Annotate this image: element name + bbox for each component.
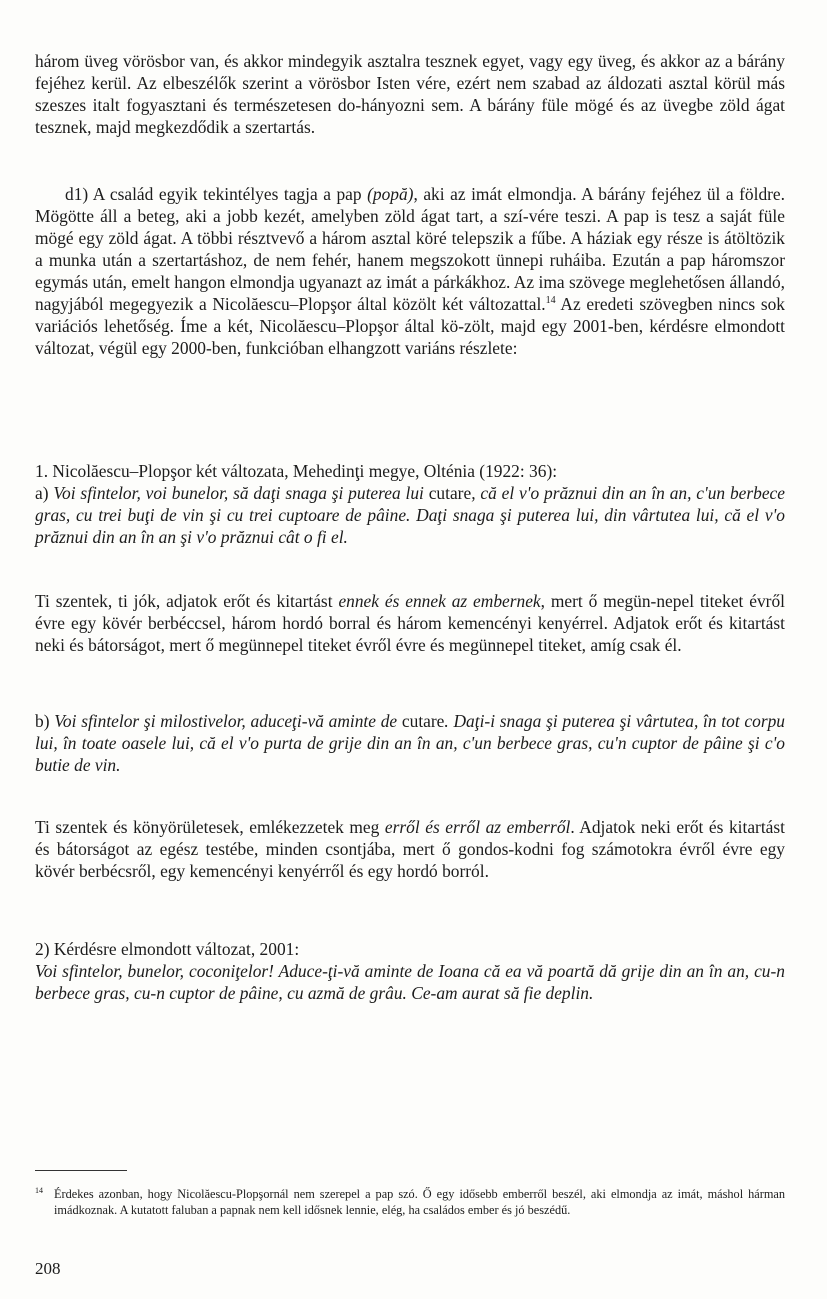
paragraph-d1-text-d: Az eredeti szövegben nincs sok variációs lehetőség. Íme a két, Nicolăescu–Plopşor által kö-: [35, 294, 785, 336]
section-2: [35, 938, 785, 1004]
variant-a-placeholder: cutare: [423, 483, 472, 503]
translation-a-text-a: Ti szentek, ti jók, adjatok erőt és kitartást: [35, 591, 339, 611]
section-1-heading: 1. Nicolăescu–Plopşor két változata, Mehedinţi megye, Olténia (1922: 36):: [35, 461, 558, 481]
section-1: [35, 460, 785, 548]
paragraph-1-text-b: hányozni sem. A bárány füle mögé és az üvegbe zöld ágat tesznek, majd megkezdődik a szertartás.: [35, 95, 785, 137]
footnote-reference[interactable]: 14: [545, 295, 556, 306]
variant-a-label: a): [35, 483, 54, 503]
translation-b-italic: erről és erről az emberről: [384, 817, 571, 837]
section-2-text: Voi sfintelor, bunelor, coconiţelor! Aduce-ţi-vă aminte de Ioana că ea vă poartă dă grije din an în an, cu-n berbece gras, cu-n cuptor de pâine, cu azmă de grâu. Ce-am aurat să fie deplin.: [35, 961, 785, 1003]
variant-b-romanian: [35, 710, 785, 776]
translation-a-text-c: nepel titeket évről évre egy kövér berbéccsel, három hordó borral és három kemencényi kenyérrel. Adjatok erőt és kitartást neki és bátorságot, mert ő megünnepel titeket évről évre és megünnepel titeket, amíg csak él.: [35, 591, 785, 655]
page-number: 208: [35, 1259, 61, 1278]
translation-a: [35, 590, 785, 656]
translation-a-text-b: , mert ő megün-: [540, 591, 657, 611]
paragraph-d1-text-b: , aki az imát elmondja. A bárány fejéhez ül a földre. Mögötte áll a beteg, aki a jobb kezét, amelyben zöld ágat tart, a szí-: [35, 184, 785, 226]
paragraph-1-text-a: három üveg vörösbor van, és akkor mindegyik asztalra tesznek egyet, vagy egy üveg, és akkor az a bárány fejéhez kerül. Az elbeszélők szerint a vörösbor Isten vére, ezért nem szabad az áldozati asztal körül más szeszes italt fogyasztani és természetesen do-: [35, 51, 785, 115]
paragraph-d1-text-a: d1) A család egyik tekintélyes tagja a pap: [65, 184, 368, 204]
translation-b: [35, 816, 785, 882]
paragraph-d1-text-c: vére teszi. A pap is tesz a saját füle mögé egy zöld ágat. A többi résztvevő a három asztal köré telepszik a fűbe. A háziak egy része is átöltözik a munka után a szertartáshoz, de nem fehér, hanem megszokott ünnepi ruháiba. Ezután a pap háromszor egymás után, emelt hangon elmondja ugyanazt az imát a párkákhoz. Az ima szövege meglehetősen állandó, nagyjából megegyezik a Nicolăescu–Plopşor által közölt két változattal.: [35, 206, 785, 314]
variant-a-text-2: , că el v'o prăznui din an în an, c'un berbece gras, cu trei buţi de vin şi cu trei cuptoare de pâine. Daţi snaga şi puterea lui, din vârtutea lui, că el v'o prăznui din an în an şi v'o prăznui cât o fi el.: [35, 483, 785, 547]
footnote-mark: 14: [35, 1186, 43, 1195]
variant-b-placeholder: cutare: [397, 711, 445, 731]
section-2-heading: 2) Kérdésre elmondott változat, 2001:: [35, 939, 300, 959]
footnote-divider: [35, 1170, 127, 1171]
paragraph-1: [35, 50, 785, 138]
paragraph-d1-text-e: zölt, majd egy 2001-ben, kérdésre elmondott változat, végül egy 2000-ben, funkcióban elhangzott variáns részlete:: [35, 316, 785, 358]
paragraph-d1: [35, 183, 785, 359]
translation-a-italic: ennek és ennek az embernek: [338, 591, 541, 611]
popa-term: (popă): [367, 184, 414, 204]
variant-b-label: b): [35, 711, 55, 731]
variant-a-romanian: [35, 482, 785, 548]
variant-b-text-1: Voi sfintelor şi milostivelor, aduceţi-vă aminte de: [54, 711, 398, 731]
translation-b-text-a: Ti szentek és könyörületesek, emlékezzetek meg: [35, 817, 385, 837]
footnote-text-a: Érdekes azonban, hogy Nicolăescu-Plopşornál nem szerepel a pap szó. Ő egy idősebb emberről beszél, aki elmondja az imát, máshol hárman imádkoznak. A kutatott faluban a papnak nem kell idősnek lennie, elég, ha: [54, 1187, 785, 1217]
translation-b-text-b: . Adjatok neki erőt és kitartást és bátorságot az egész testébe, minden csontjába, mert ő gondos-: [35, 817, 785, 859]
translation-b-text-c: kodni fog számotokra évről évre egy kövér berbécsről, egy kemencényi kenyérről és egy hordó borról.: [35, 839, 785, 881]
footnote: [35, 1186, 785, 1218]
variant-b-text-2: . Daţi-i snaga şi puterea şi vârtutea, în tot corpu lui, în toate oasele lui, că el v'o purta de grije din an în an, c'un berbece gras, cu'n cuptor de pâine şi c'o butie de vin.: [35, 711, 785, 775]
footnote-text-b: családos ember és jó beszédű.: [423, 1203, 571, 1217]
variant-a-text-1: Voi sfintelor, voi bunelor, să daţi snaga şi puterea lui: [53, 483, 424, 503]
